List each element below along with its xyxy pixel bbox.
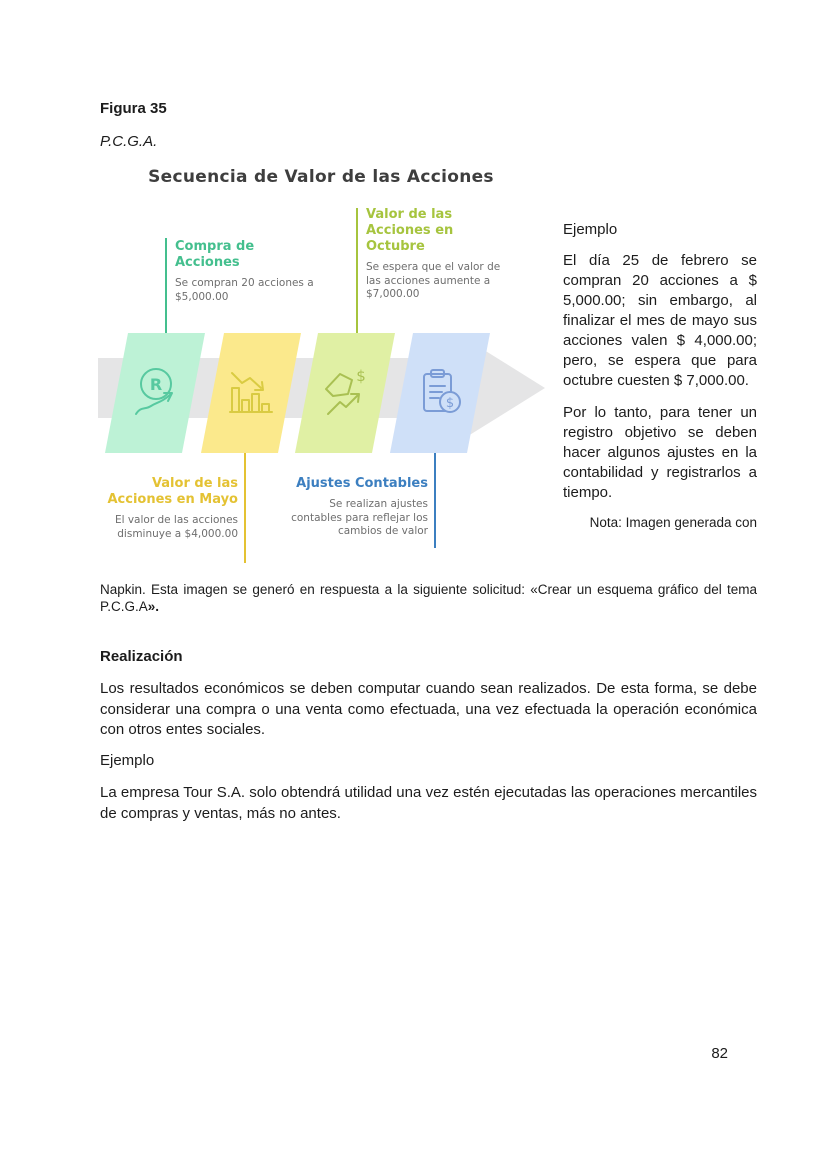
step-heading: Valor de las Acciones en Mayo: [107, 476, 238, 507]
figure-caption: P.C.G.A.: [100, 133, 158, 150]
example-paragraph-2: Por lo tanto, para tener un registro objetivo se deben hacer algunos ajustes en la contabilidad y registrarlos a tiempo.: [563, 404, 757, 501]
panel-mayo: [201, 333, 301, 453]
step-heading: Compra de Acciones: [175, 239, 255, 270]
figure-note: [100, 581, 757, 615]
step-body: Se compran 20 acciones a $5,000.00: [175, 277, 314, 303]
diagram-title: Secuencia de Valor de las Acciones: [148, 167, 494, 187]
section-paragraph-realizacion: Los resultados económicos se deben computar cuando sean realizados. De esta forma, se debe considerar una compra o una venta como efectuada, una vez efectuada la operación económica con otros entes sociales.: [100, 680, 757, 738]
svg-text:$: $: [356, 367, 366, 385]
page-number: 82: [711, 1045, 728, 1062]
section-heading-ejemplo: Ejemplo: [100, 752, 155, 769]
example-column: [563, 221, 757, 530]
step-body: El valor de las acciones disminuye a $4,000.00: [114, 514, 238, 540]
step-label-ajustes: [278, 476, 428, 539]
figure-label: Figura 35: [100, 100, 167, 117]
section-heading-realizacion: Realización: [100, 648, 183, 665]
note-intro: Nota: Imagen generada con: [589, 515, 757, 530]
step-heading: Ajustes Contables: [296, 476, 428, 491]
example-heading: Ejemplo: [563, 221, 618, 238]
step-label-octubre: [366, 207, 511, 302]
example-paragraph-1: El día 25 de febrero se compran 20 acciones a $ 5,000.00; sin embargo, al finalizar el mes de mayo sus acciones valen $ 4,000.00; pero, se espera que para octubre cuesten $ 7,000.00.: [563, 252, 757, 389]
step-label-mayo: [93, 476, 238, 541]
step-body: Se realizan ajustes contables para reflejar los cambios de valor: [291, 498, 428, 537]
note-body: Napkin. Esta imagen se generó en respuesta a la siguiente solicitud: «Crear un esquema gráfico del tema P.C.G.A: [100, 582, 757, 614]
step-body: Se espera que el valor de las acciones aumente a $7,000.00: [366, 261, 501, 300]
step-heading: Valor de las Acciones en Octubre: [366, 207, 454, 254]
svg-text:$: $: [445, 396, 455, 411]
step-label-compra: [175, 239, 315, 304]
svg-text:R: R: [149, 375, 163, 394]
panel-octubre: [295, 333, 395, 453]
note-closing: ».: [147, 599, 160, 614]
section-paragraph-ejemplo: La empresa Tour S.A. solo obtendrá utilidad una vez estén ejecutadas las operaciones mercantiles de compras y ventas, más no antes.: [100, 784, 757, 822]
